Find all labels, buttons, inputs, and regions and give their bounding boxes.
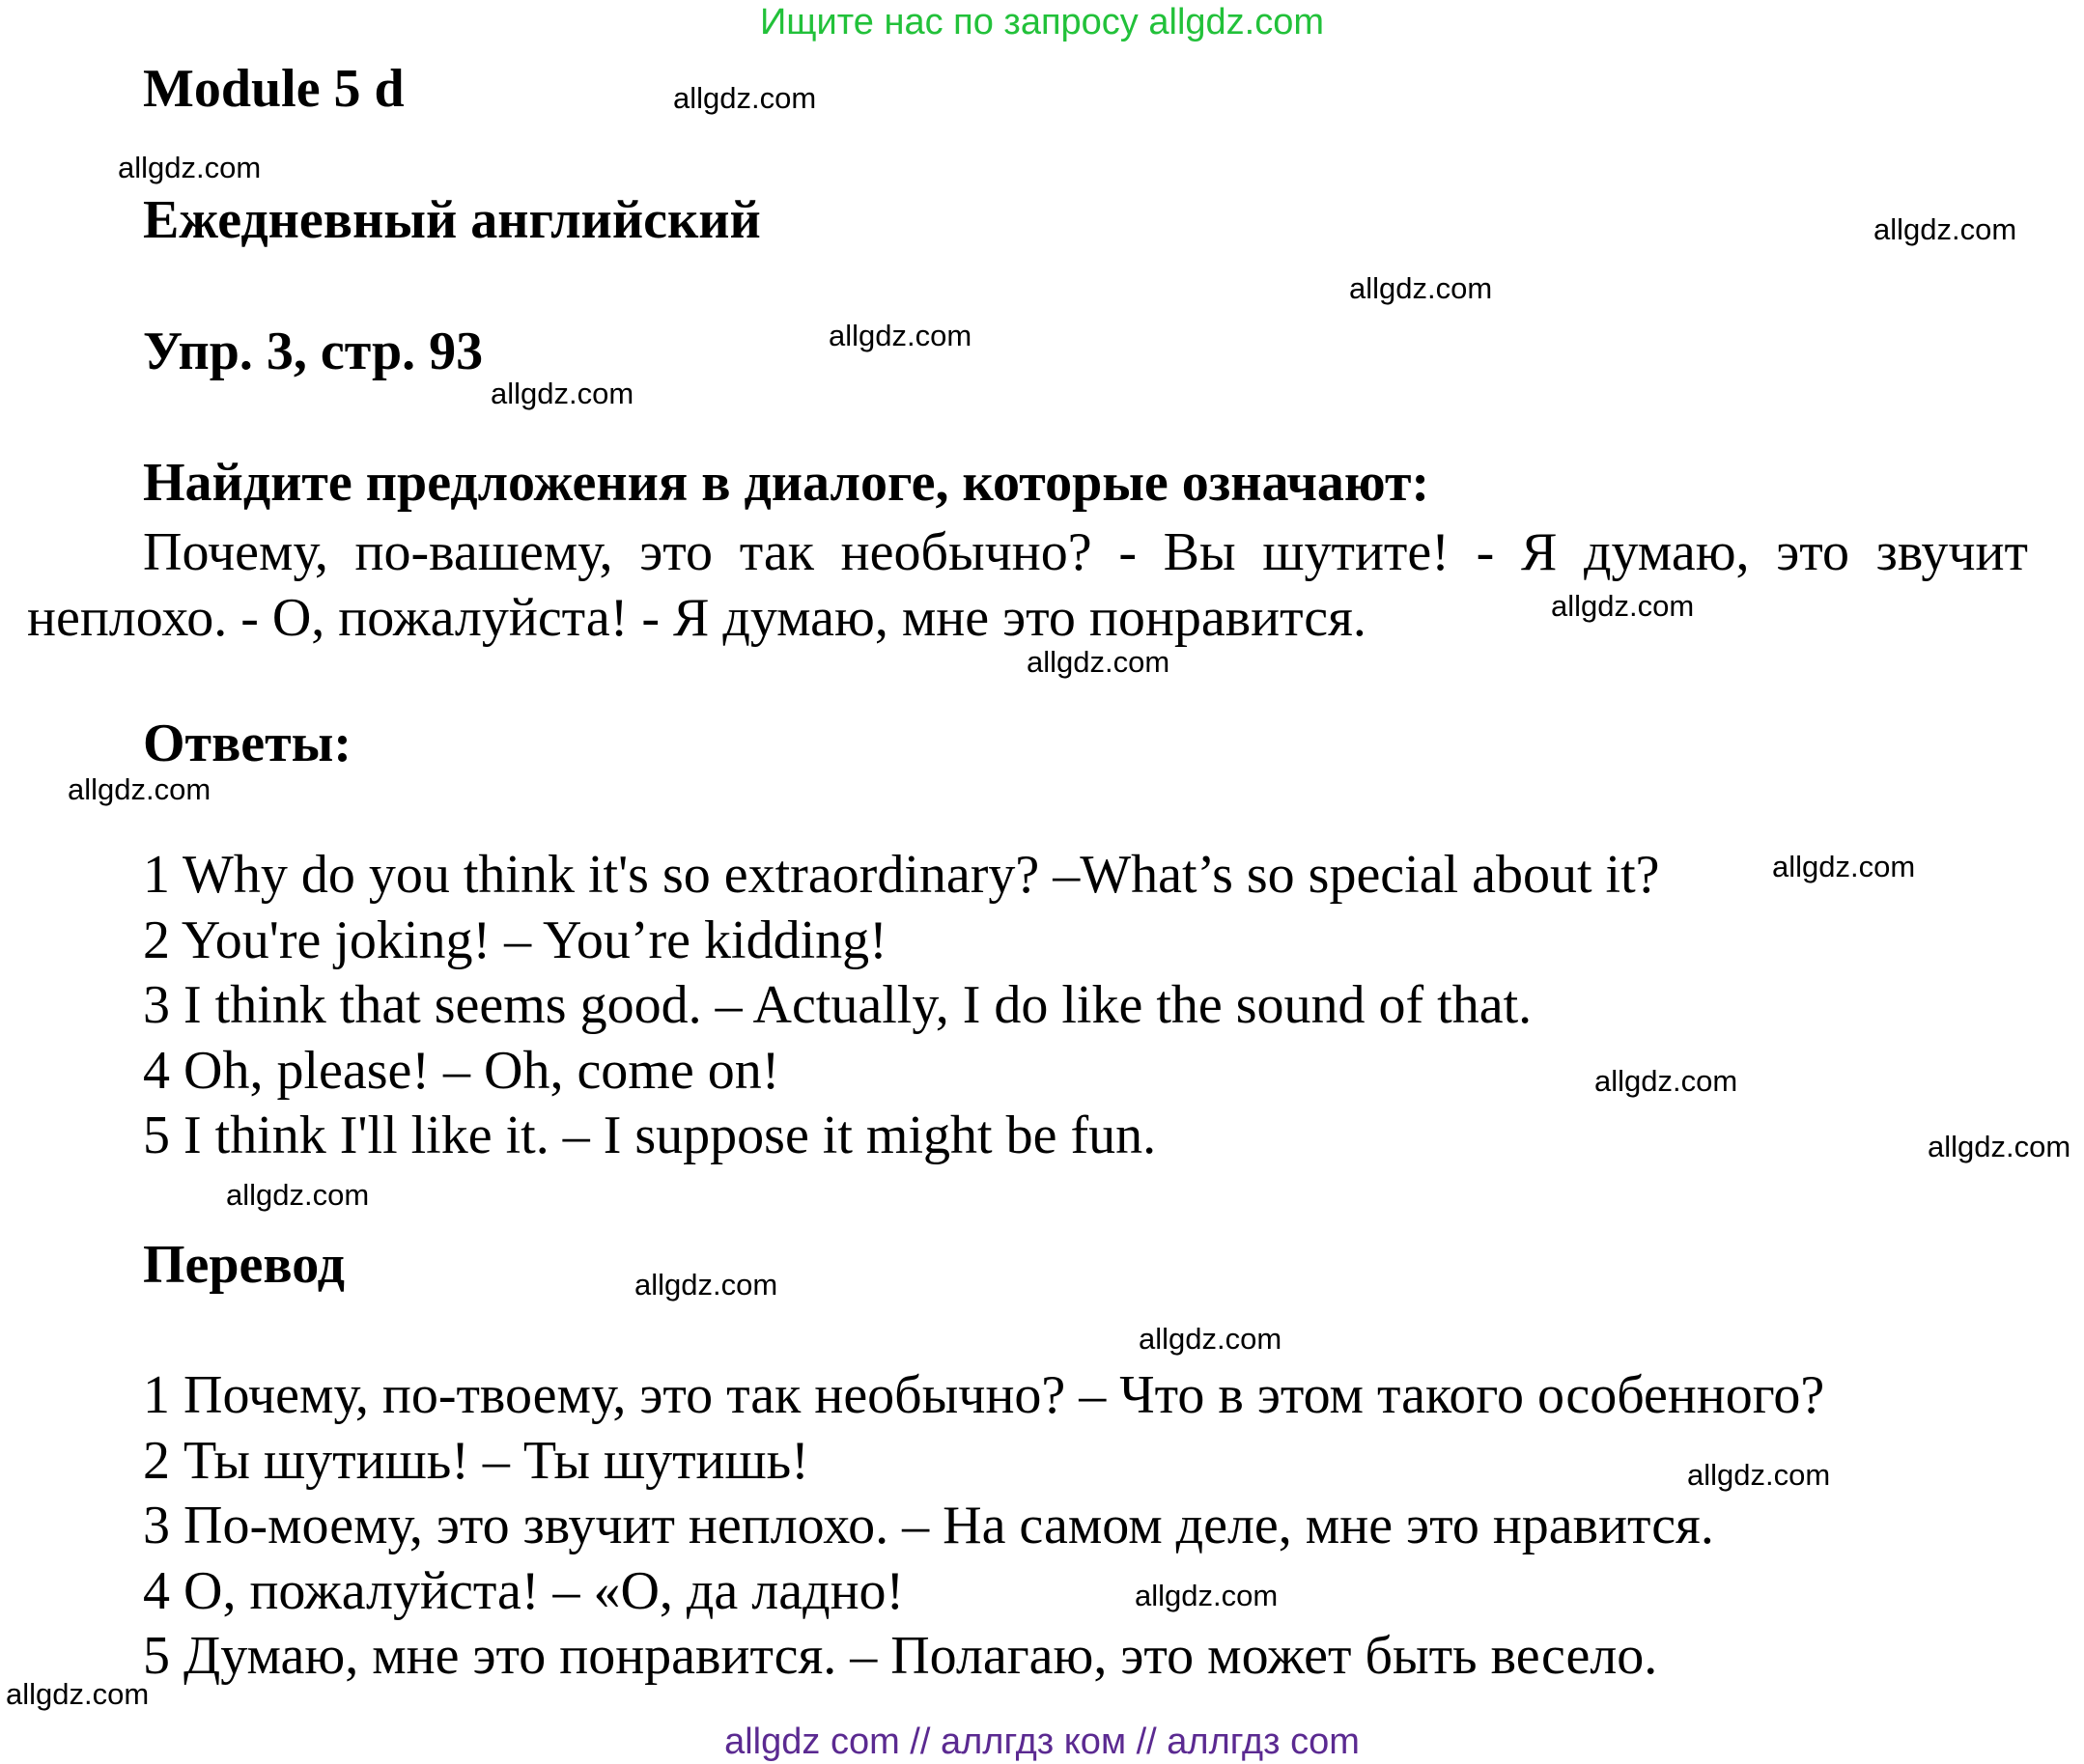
watermark: allgdz.com — [1551, 589, 1695, 623]
answer-item-5: 5 I think I'll like it. – I suppose it might be fun. — [143, 1106, 1157, 1165]
translation-title: Перевод — [143, 1235, 345, 1295]
watermark: allgdz.com — [1873, 212, 2017, 246]
task-title: Найдите предложения в диалоге, которые означают: — [143, 453, 1430, 513]
translation-item-2: 2 Ты шутишь! – Ты шутишь! — [143, 1430, 809, 1491]
answer-item-1: 1 Why do you think it's so extraordinary? –What’s so special about it? — [143, 845, 1660, 905]
top-banner: Ищите нас по запросу allgdz.com — [759, 2, 1324, 42]
translation-list — [143, 1363, 1824, 1690]
watermark: allgdz.com — [6, 1677, 150, 1711]
watermark: allgdz.com — [491, 377, 634, 410]
watermark: allgdz.com — [1687, 1458, 1831, 1492]
watermark: allgdz.com — [68, 772, 211, 806]
translation-item-5: 5 Думаю, мне это понравится. – Полагаю, это может быть весело. — [143, 1626, 1658, 1686]
watermark: allgdz.com — [1139, 1322, 1282, 1356]
translation-item-4: 4 О, пожалуйста! – «О, да ладно! — [143, 1560, 905, 1621]
watermark: allgdz.com — [634, 1268, 778, 1302]
exercise-title: Упр. 3, стр. 93 — [143, 322, 484, 381]
task-text: Почему, по-вашему, это так необычно? - Вы шутите! - Я думаю, это звучит неплохо. - О, пожалуйста! - Я думаю, мне это понравится. — [27, 522, 2028, 648]
watermark: allgdz.com — [1772, 850, 1916, 883]
watermark: allgdz.com — [1594, 1064, 1738, 1098]
watermark: allgdz.com — [1027, 645, 1170, 679]
answer-item-4: 4 Oh, please! – Oh, come on! — [143, 1040, 780, 1101]
watermark: allgdz.com — [829, 319, 972, 352]
answers-list — [143, 843, 1660, 1169]
watermark: allgdz.com — [118, 151, 262, 184]
watermark: allgdz.com — [1928, 1130, 2071, 1163]
answer-item-2: 2 You're joking! – You’re kidding! — [143, 910, 887, 970]
translation-item-1: 1 Почему, по-твоему, это так необычно? – Что в этом такого особенного? — [143, 1365, 1825, 1425]
footer-watermark: allgdz com // аллгдз ком // аллгдз com — [724, 1722, 1360, 1762]
translation-item-3: 3 По-моему, это звучит неплохо. – На самом деле, мне это нравится. — [143, 1496, 1714, 1555]
section-title: Ежедневный английский — [143, 190, 761, 250]
answers-title: Ответы: — [143, 714, 352, 773]
watermark: allgdz.com — [673, 81, 817, 115]
watermark: allgdz.com — [226, 1178, 370, 1212]
answer-item-3: 3 I think that seems good. – Actually, I do like the sound of that. — [143, 975, 1533, 1035]
watermark: allgdz.com — [1349, 271, 1493, 305]
module-title: Module 5 d — [143, 59, 405, 119]
watermark: allgdz.com — [1135, 1579, 1279, 1612]
